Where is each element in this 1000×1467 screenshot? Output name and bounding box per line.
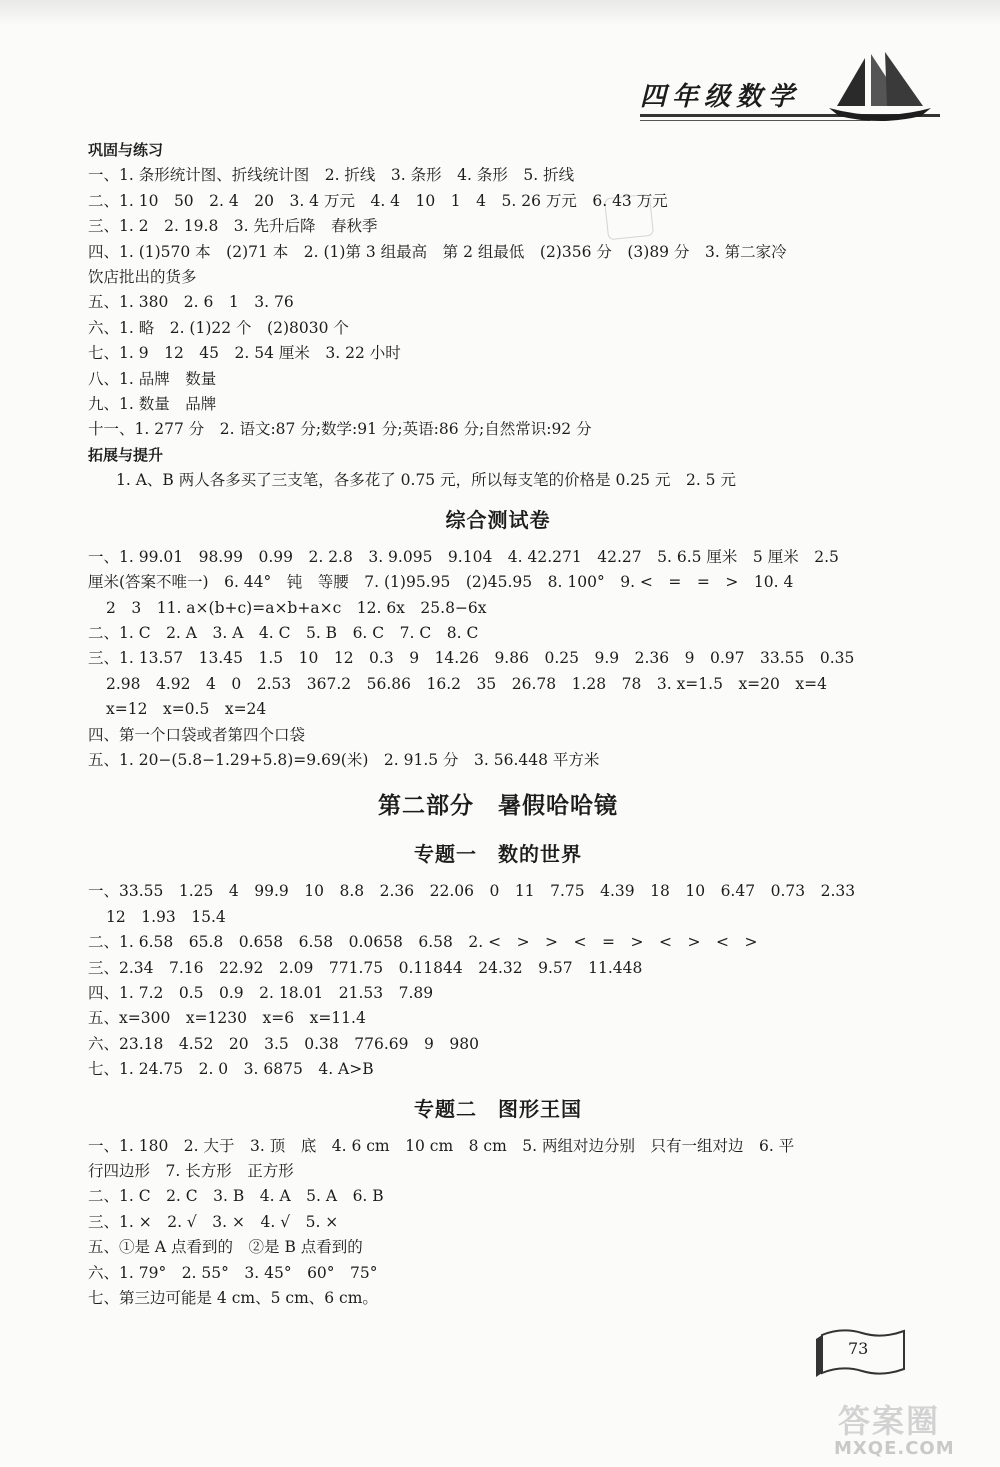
answer-line: 四、1. 7.2 0.5 0.9 2. 18.01 21.53 7.89 [88, 983, 434, 1002]
answer-line: 四、第一个口袋或者第四个口袋 [88, 725, 306, 744]
answer-line: 1. A、B 两人各多买了三支笔，各多花了 0.75 元，所以每支笔的价格是 0.25 元 2. 5 元 [116, 471, 736, 490]
part-title: 第二部分 暑假哈哈镜 [378, 793, 618, 820]
answer-line: 行四边形 7. 长方形 正方形 [88, 1162, 294, 1180]
answer-line: 六、1. 略 2. (1)22 个 (2)8030 个 [88, 318, 349, 337]
answer-line: 饮店批出的货多 [88, 268, 197, 287]
answer-line: 二、1. 10 50 2. 4 20 3. 4 万元 4. 4 10 1 4 5. 26 万元 6. 43 万元 [88, 191, 668, 210]
header-title: 四年级数学 [640, 82, 801, 112]
answer-line: 五、①是 A 点看到的 ②是 B 点看到的 [88, 1238, 363, 1257]
answer-line: 三、1. 2 2. 19.8 3. 先升后降 春秋季 [88, 217, 378, 236]
answer-line: 七、第三边可能是 4 cm、5 cm、6 cm。 [88, 1289, 378, 1308]
answer-line: 一、1. 条形统计图、折线统计图 2. 折线 3. 条形 4. 条形 5. 折线 [88, 166, 575, 185]
answer-line: 九、1. 数量 品牌 [88, 395, 217, 414]
answer-line: 二、1. C 2. C 3. B 4. A 5. A 6. B [88, 1187, 384, 1206]
answer-line: 三、1. 13.57 13.45 1.5 10 12 0.3 9 14.26 9.86 0.25 9.9 2.36 9 0.97 33.55 0.35 [88, 649, 855, 668]
answer-line: 厘米(答案不唯一) 6. 44° 钝 等腰 7. (1)95.95 (2)45.95 8. 100° 9. < = = > 10. 4 [88, 573, 794, 592]
answer-line: 三、2.34 7.16 22.92 2.09 771.75 0.11844 24.32 9.57 11.448 [88, 958, 643, 977]
answer-line: 12 1.93 15.4 [106, 907, 226, 926]
watermark-logo: 答案圈 [838, 1402, 941, 1440]
answer-line: 六、23.18 4.52 20 3.5 0.38 776.69 9 980 [88, 1034, 479, 1053]
answer-line: 一、1. 180 2. 大于 3. 顶 底 4. 6 cm 10 cm 8 cm 5. 两组对边分别 只有一组对边 6. 平 [88, 1136, 795, 1155]
answer-line: 七、1. 24.75 2. 0 3. 6875 4. A>B [88, 1060, 374, 1079]
answer-line: x=12 x=0.5 x=24 [106, 700, 267, 719]
answer-line: 2.98 4.92 4 0 2.53 367.2 56.86 16.2 35 26.78 1.28 78 3. x=1.5 x=20 x=4 [106, 674, 827, 693]
answer-line: 一、1. 99.01 98.99 0.99 2. 2.8 3. 9.095 9.104 4. 42.271 42.27 5. 6.5 厘米 5 厘米 2.5 [88, 547, 839, 566]
page-header [640, 70, 940, 130]
answer-line: 一、33.55 1.25 4 99.9 10 8.8 2.36 22.06 0 11 7.75 4.39 18 10 6.47 0.73 2.33 [88, 882, 856, 901]
section-title-topic1: 专题一 数的世界 [414, 842, 582, 867]
sailboat-icon [825, 52, 935, 124]
answer-line: 二、1. C 2. A 3. A 4. C 5. B 6. C 7. C 8. C [88, 623, 479, 642]
answer-line: 十一、1. 277 分 2. 语文:87 分;数学:91 分;英语:86 分;自然常识:92 分 [88, 420, 592, 439]
answer-line: 三、1. × 2. √ 3. × 4. √ 5. × [88, 1212, 339, 1231]
answer-line: 2 3 11. a×(b+c)=a×b+a×c 12. 6x 25.8−6x [106, 598, 487, 617]
subheading-extend: 拓展与提升 [88, 445, 164, 464]
answer-line: 五、1. 380 2. 6 1 3. 76 [88, 293, 294, 312]
answer-line: 二、1. 6.58 65.8 0.658 6.58 0.0658 6.58 2. < > > < = > < > < > [88, 933, 758, 952]
scan-edge [0, 0, 1000, 26]
section-title-test: 综合测试卷 [445, 507, 551, 532]
answer-content [88, 138, 908, 1311]
watermark [820, 1392, 990, 1462]
answer-line: 五、1. 20−(5.8−1.29+5.8)=9.69(米) 2. 91.5 分 3. 56.448 平方米 [88, 750, 600, 769]
answer-line: 四、1. (1)570 本 (2)71 本 2. (1)第 3 组最高 第 2 组最低 (2)356 分 (3)89 分 3. 第二家冷 [88, 242, 787, 261]
answer-line: 六、1. 79° 2. 55° 3. 45° 60° 75° [88, 1263, 378, 1282]
subheading-consolidate: 巩固与练习 [88, 141, 164, 159]
section-title-topic2: 专题二 图形王国 [414, 1096, 582, 1121]
answer-line: 七、1. 9 12 45 2. 54 厘米 3. 22 小时 [88, 344, 401, 363]
answer-line: 五、x=300 x=1230 x=6 x=11.4 [88, 1009, 366, 1028]
watermark-text: MXQE.COM [834, 1438, 955, 1459]
answer-line: 八、1. 品牌 数量 [88, 369, 217, 388]
page-number: 73 [848, 1339, 869, 1358]
